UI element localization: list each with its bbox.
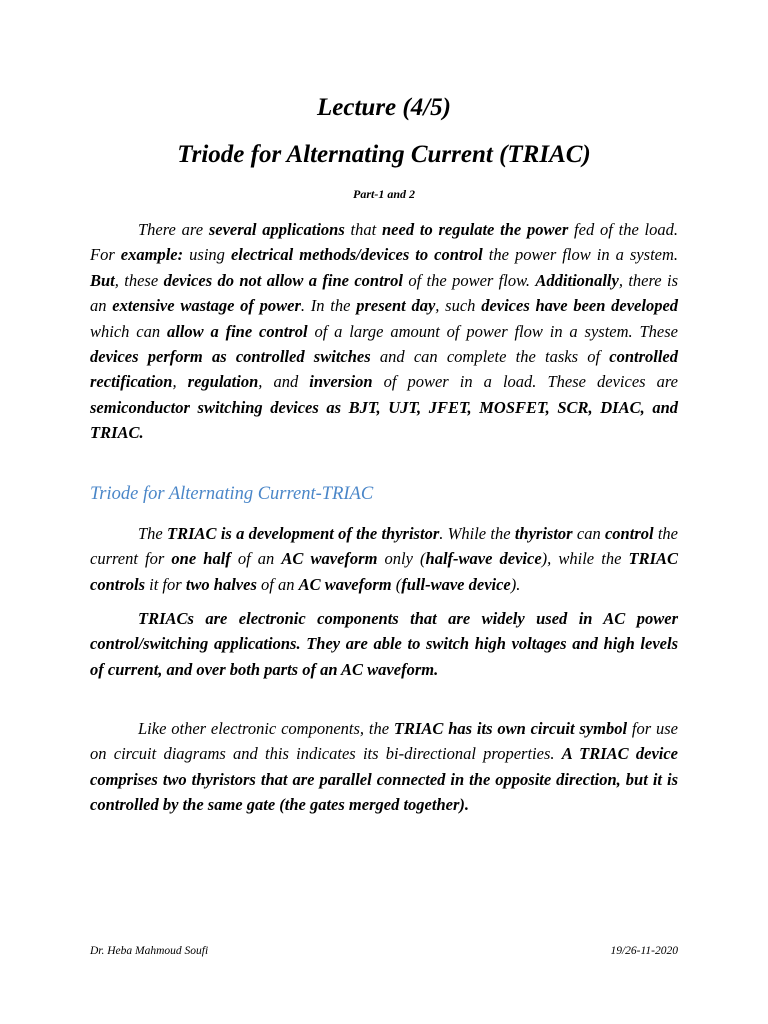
symbol-paragraph — [90, 716, 678, 818]
bold-text-run: allow a fine control — [166, 321, 308, 341]
text-run: ), while the — [541, 549, 629, 569]
footer-author: Dr. Heba Mahmoud Soufi — [90, 945, 209, 957]
text-run: ( — [391, 574, 402, 594]
bold-text-run: inversion — [309, 372, 373, 392]
bold-text-run: thyristor — [514, 524, 573, 543]
bold-text-run: devices have been developed — [481, 296, 679, 316]
text-run: only ( — [377, 549, 426, 569]
text-run: , these — [114, 270, 164, 290]
bold-text-run: need to regulate the power — [382, 220, 569, 239]
bold-text-run: regulation — [187, 372, 259, 392]
text-run: of a large amount of power flow in a system. These — [307, 321, 678, 341]
subtitle: Part-1 and 2 — [352, 187, 415, 201]
components-paragraph — [90, 606, 678, 682]
bold-text-run: full-wave device — [401, 574, 511, 594]
bold-text-run: Additionally — [535, 270, 619, 290]
bold-text-run: several applications — [208, 220, 345, 239]
text-run: . In the — [300, 296, 357, 316]
bold-text-run: one half — [171, 549, 231, 569]
bold-text-run: A TRIAC device comprises two thyristors that are parallel connected in the opposite direction, but it is controlled by the same gate (the gates merged together). — [90, 744, 679, 815]
bold-text-run: TRIAC has its own circuit symbol — [393, 719, 628, 738]
bold-text-run: TRIAC is a development of the thyristor — [167, 524, 440, 543]
text-run: using — [183, 245, 231, 265]
bold-text-run: AC waveform — [298, 574, 392, 594]
text-run: of the power flow. — [402, 270, 536, 290]
bold-text-run: devices perform as controlled switches — [90, 347, 371, 367]
bold-text-run: present day — [356, 296, 436, 316]
bold-text-run: controlled rectification — [90, 347, 678, 392]
text-run: The — [138, 524, 168, 543]
text-run: ). — [510, 574, 521, 594]
text-run: , there is an — [90, 270, 678, 316]
bold-text-run: two halves — [185, 574, 257, 594]
text-run: fed of the load. For — [90, 220, 679, 265]
text-run: and can complete the tasks of — [370, 347, 610, 367]
intro-paragraph — [90, 217, 678, 446]
text-run: that — [344, 220, 382, 239]
text-run: , — [172, 372, 188, 392]
text-run: the power flow in a system. — [482, 245, 679, 265]
text-run: which can — [90, 321, 167, 341]
section-heading: Triode for Alternating Current-TRIAC — [90, 484, 374, 504]
lecture-title: Lecture (4/5) — [317, 94, 451, 121]
text-run: it for — [145, 574, 186, 594]
bold-text-run: TRIAC controls — [90, 549, 679, 594]
bold-text-run: control — [604, 524, 654, 543]
main-title: Triode for Alternating Current (TRIAC) — [177, 141, 591, 168]
text-run: the current for — [90, 524, 679, 569]
bold-text-run: AC waveform — [281, 549, 378, 569]
text-run: , and — [258, 372, 310, 392]
bold-text-run: TRIACs are electronic components that are widely used in AC power control/switching applications. They are able to switch high voltages and high levels of current, and over both parts of an AC waveform. — [90, 609, 678, 679]
bold-text-run: But — [90, 270, 115, 290]
triac-paragraph — [90, 521, 678, 597]
text-run: of an — [256, 574, 299, 594]
bold-text-run: semiconductor switching devices as BJT, UJT, JFET, MOSFET, SCR, DIAC, and TRIAC. — [90, 397, 678, 443]
text-run: can — [572, 524, 605, 543]
text-run: . While the — [439, 524, 515, 543]
text-run: Like other electronic components, the — [138, 719, 394, 738]
footer-date: 19/26-11-2020 — [610, 945, 678, 957]
bold-text-run: devices do not allow a fine control — [163, 270, 403, 290]
text-run: , such — [435, 296, 482, 316]
text-run: There are — [138, 220, 209, 239]
bold-text-run: half-wave device — [425, 549, 542, 569]
bold-text-run: example: — [120, 245, 184, 265]
text-run: for use on circuit diagrams and this indicates its bi-directional properties. — [90, 719, 679, 764]
bold-text-run: extensive wastage of power — [112, 296, 301, 316]
text-run: of power in a load. These devices are — [372, 372, 679, 392]
bold-text-run: electrical methods/devices to control — [230, 245, 483, 265]
text-run: of an — [230, 549, 282, 569]
